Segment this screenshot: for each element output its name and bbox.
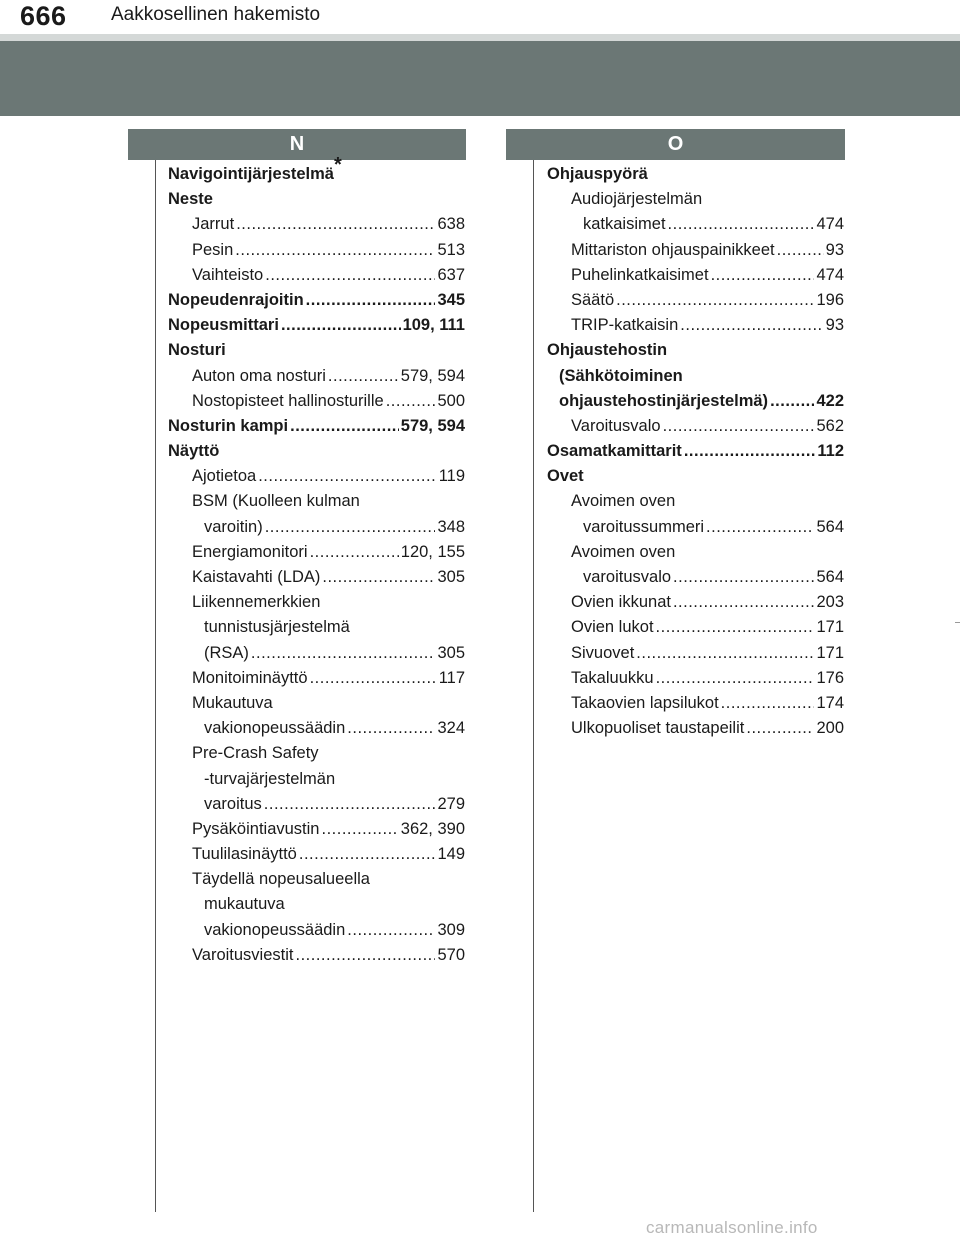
entry-term: (RSA): [204, 643, 249, 662]
dot-leader: [711, 263, 815, 288]
entry-term: Liikennemerkkien: [192, 593, 321, 612]
index-entry: [547, 691, 844, 716]
entry-term: vakionopeussäädin: [204, 719, 346, 738]
dot-leader: [673, 565, 814, 590]
entry-page: 279: [437, 794, 465, 813]
entry-page: 637: [437, 265, 465, 284]
index-entry: [168, 615, 465, 640]
dot-leader: [721, 691, 815, 716]
index-entry: [168, 867, 465, 892]
dot-leader: [236, 212, 435, 237]
dot-leader: [746, 716, 814, 741]
index-entry: [168, 489, 465, 514]
entry-term: Täydellä nopeusalueella: [192, 870, 370, 889]
index-entry: [547, 414, 844, 439]
entry-term: Audiojärjestelmän: [571, 190, 703, 209]
dot-leader: [328, 364, 399, 389]
index-entry: [547, 364, 844, 389]
index-entry: [547, 389, 844, 414]
index-column-o: [547, 162, 844, 741]
entry-page: 203: [816, 593, 844, 612]
index-entry: [547, 263, 844, 288]
dot-leader: [656, 666, 815, 691]
entry-term: Monitoiminäyttö: [192, 668, 308, 687]
dot-leader: [706, 515, 814, 540]
entry-page: 171: [816, 643, 844, 662]
entry-term: Takaovien lapsilukot: [571, 693, 719, 712]
index-entry: [168, 767, 465, 792]
footnote-asterisk: *: [333, 153, 342, 176]
entry-term: tunnistusjärjestelmä: [204, 618, 350, 637]
index-entry: [547, 212, 844, 237]
entry-term: -turvajärjestelmän: [204, 769, 336, 788]
entry-term: Varoitusviestit: [192, 945, 294, 964]
section-letter-o: O: [506, 129, 845, 160]
entry-term: Avoimen oven: [571, 542, 676, 561]
entry-page: 474: [816, 215, 844, 234]
entry-term: Nosturi: [168, 341, 226, 360]
index-entry: [547, 590, 844, 615]
entry-term: Avoimen oven: [571, 492, 676, 511]
entry-page: 109, 111: [402, 316, 465, 335]
index-entry: [547, 565, 844, 590]
entry-page: 500: [437, 391, 465, 410]
entry-page: 570: [437, 945, 465, 964]
index-entry: [547, 666, 844, 691]
column-rule-left: [155, 160, 156, 1212]
entry-page: 149: [437, 845, 465, 864]
dot-leader: [668, 212, 815, 237]
index-entry: [547, 338, 844, 363]
entry-term: Sivuovet: [571, 643, 635, 662]
dot-leader: [386, 389, 436, 414]
entry-term: mukautuva: [204, 895, 285, 914]
index-entry: [168, 187, 465, 212]
entry-page: 305: [437, 643, 465, 662]
entry-term: Ohjauspyörä: [547, 165, 648, 183]
index-entry: [547, 162, 844, 187]
entry-page: 305: [437, 568, 465, 586]
entry-term: Ovet: [547, 467, 584, 486]
entry-page: 562: [816, 416, 844, 435]
index-entry: [168, 313, 465, 338]
dot-leader: [258, 464, 436, 489]
dot-leader: [306, 288, 436, 313]
index-entry: [168, 338, 465, 363]
page-number: 666: [20, 1, 67, 31]
entry-page: 176: [816, 668, 844, 687]
entry-page: 638: [437, 215, 465, 234]
dot-leader: [684, 439, 816, 464]
dot-leader: [310, 666, 437, 691]
entry-page: 200: [816, 719, 844, 738]
entry-page: 309: [437, 920, 465, 939]
index-entry: [168, 263, 465, 288]
entry-term: Ajotietoa: [192, 467, 257, 486]
entry-term: Ohjaustehostin: [547, 341, 668, 360]
index-entry: [547, 615, 844, 640]
index-entry: [547, 716, 844, 741]
dot-leader: [299, 842, 436, 867]
index-entry: [168, 792, 465, 817]
dot-leader: [251, 641, 436, 666]
edge-mark: [955, 622, 960, 623]
entry-page: 93: [825, 240, 844, 259]
entry-page: 564: [816, 517, 844, 536]
entry-term: Energiamonitori: [192, 542, 308, 561]
dot-leader: [265, 515, 436, 540]
dot-leader: [264, 792, 436, 817]
dot-leader: [295, 943, 435, 968]
entry-page: 196: [816, 290, 844, 309]
index-entry: [168, 691, 465, 716]
entry-term: Vaihteisto: [192, 265, 264, 284]
dot-leader: [265, 263, 435, 288]
entry-page: 362, 390: [400, 819, 465, 838]
entry-page: 117: [438, 668, 465, 687]
header-banner: [0, 41, 960, 116]
entry-term: Pesin: [192, 240, 234, 259]
dot-leader: [770, 389, 814, 414]
entry-term: vakionopeussäädin: [204, 920, 346, 939]
index-entry: [547, 238, 844, 263]
index-entry: [547, 540, 844, 565]
entry-term: ohjaustehostinjärjestelmä): [559, 391, 769, 410]
entry-term: Mittariston ohjauspainikkeet: [571, 240, 775, 259]
entry-term: Nopeusmittari: [168, 316, 279, 335]
index-entry: [168, 817, 465, 842]
index-entry: [547, 187, 844, 212]
entry-page: 513: [437, 240, 465, 259]
dot-leader: [777, 238, 824, 263]
dot-leader: [235, 238, 435, 263]
entry-term: Auton oma nosturi: [192, 366, 326, 385]
entry-term: Nosturin kampi: [168, 416, 289, 435]
watermark: carmanualsonline.info: [646, 1218, 818, 1237]
entry-term: Takaluukku: [571, 668, 654, 687]
entry-term: Puhelinkatkaisimet: [571, 265, 709, 284]
entry-term: Neste: [168, 190, 213, 209]
index-entry: [168, 918, 465, 943]
index-entry: [547, 313, 844, 338]
index-entry: [168, 515, 465, 540]
entry-term: Jarrut: [192, 215, 235, 234]
dot-leader: [656, 615, 815, 640]
dot-leader: [680, 313, 823, 338]
dot-leader: [616, 288, 814, 313]
entry-term: varoitussummeri: [583, 517, 705, 536]
entry-term: Osamatkamittarit: [547, 442, 682, 461]
index-column-n: [168, 153, 465, 968]
dot-leader: [636, 641, 814, 666]
index-entry: [168, 464, 465, 489]
entry-term: (Sähkötoiminen: [559, 366, 683, 385]
index-entry: [168, 741, 465, 766]
dot-leader: [322, 565, 435, 590]
entry-term: Nostopisteet hallinosturille: [192, 391, 384, 410]
entry-term: TRIP-katkaisin: [571, 316, 679, 335]
index-entry: [168, 892, 465, 917]
page-title: Aakkosellinen hakemisto: [111, 4, 321, 25]
entry-term: Varoitusvalo: [571, 416, 661, 435]
entry-page: 171: [816, 618, 844, 637]
index-entry: [168, 666, 465, 691]
entry-page: 93: [825, 316, 844, 335]
index-entry: [168, 212, 465, 237]
index-entry: [168, 590, 465, 615]
index-entry: [168, 842, 465, 867]
page-header: [0, 0, 960, 34]
index-entry: [168, 716, 465, 741]
index-entry: [168, 238, 465, 263]
index-entry: [168, 153, 465, 187]
entry-page: 579, 594: [400, 416, 465, 435]
entry-term: Navigointijärjestelmä: [168, 165, 334, 183]
index-entry: [168, 288, 465, 313]
entry-term: Tuulilasinäyttö: [192, 845, 297, 864]
entry-term: varoitusvalo: [583, 568, 672, 586]
entry-term: katkaisimet: [583, 215, 666, 234]
header-divider: [0, 34, 960, 41]
dot-leader: [663, 414, 815, 439]
entry-term: varoitin): [204, 517, 263, 536]
index-entry: [547, 439, 844, 464]
entry-page: 345: [437, 290, 465, 309]
index-entry: [168, 641, 465, 666]
entry-term: Kaistavahti (LDA): [192, 568, 321, 586]
index-entry: [168, 565, 465, 590]
dot-leader: [310, 540, 399, 565]
entry-page: 348: [437, 517, 465, 536]
entry-page: 474: [816, 265, 844, 284]
dot-leader: [290, 414, 399, 439]
index-entry: [547, 489, 844, 514]
entry-page: 422: [816, 391, 844, 410]
index-entry: [547, 641, 844, 666]
dot-leader: [281, 313, 401, 338]
entry-term: Pysäköintiavustin: [192, 819, 320, 838]
entry-page: 324: [437, 719, 465, 738]
entry-page: 120, 155: [400, 542, 465, 561]
dot-leader: [347, 716, 435, 741]
entry-page: 564: [816, 568, 844, 586]
entry-page: 174: [816, 693, 844, 712]
index-entry: [168, 414, 465, 439]
entry-page: 119: [438, 467, 465, 486]
entry-term: Näyttö: [168, 442, 220, 461]
column-rule-right: [533, 160, 534, 1212]
index-entry: [168, 943, 465, 968]
entry-term: Nopeudenrajoitin: [168, 290, 304, 309]
entry-term: varoitus: [204, 794, 262, 813]
entry-term: BSM (Kuolleen kulman: [192, 492, 360, 511]
entry-term: Säätö: [571, 290, 615, 309]
entry-page: 579, 594: [400, 366, 465, 385]
entry-term: Ulkopuoliset taustapeilit: [571, 719, 745, 738]
dot-leader: [321, 817, 398, 842]
dot-leader: [673, 590, 815, 615]
section-letter-n: N: [128, 129, 466, 160]
entry-term: Ovien ikkunat: [571, 593, 671, 612]
entry-term: Pre-Crash Safety: [192, 744, 319, 763]
index-entry: [547, 288, 844, 313]
index-entry: [168, 540, 465, 565]
index-entry: [168, 439, 465, 464]
entry-term: Ovien lukot: [571, 618, 654, 637]
dot-leader: [347, 918, 435, 943]
index-entry: [168, 364, 465, 389]
entry-page: 112: [817, 442, 844, 461]
index-entry: [168, 389, 465, 414]
entry-term: Mukautuva: [192, 693, 273, 712]
index-entry: [547, 464, 844, 489]
index-entry: [547, 515, 844, 540]
